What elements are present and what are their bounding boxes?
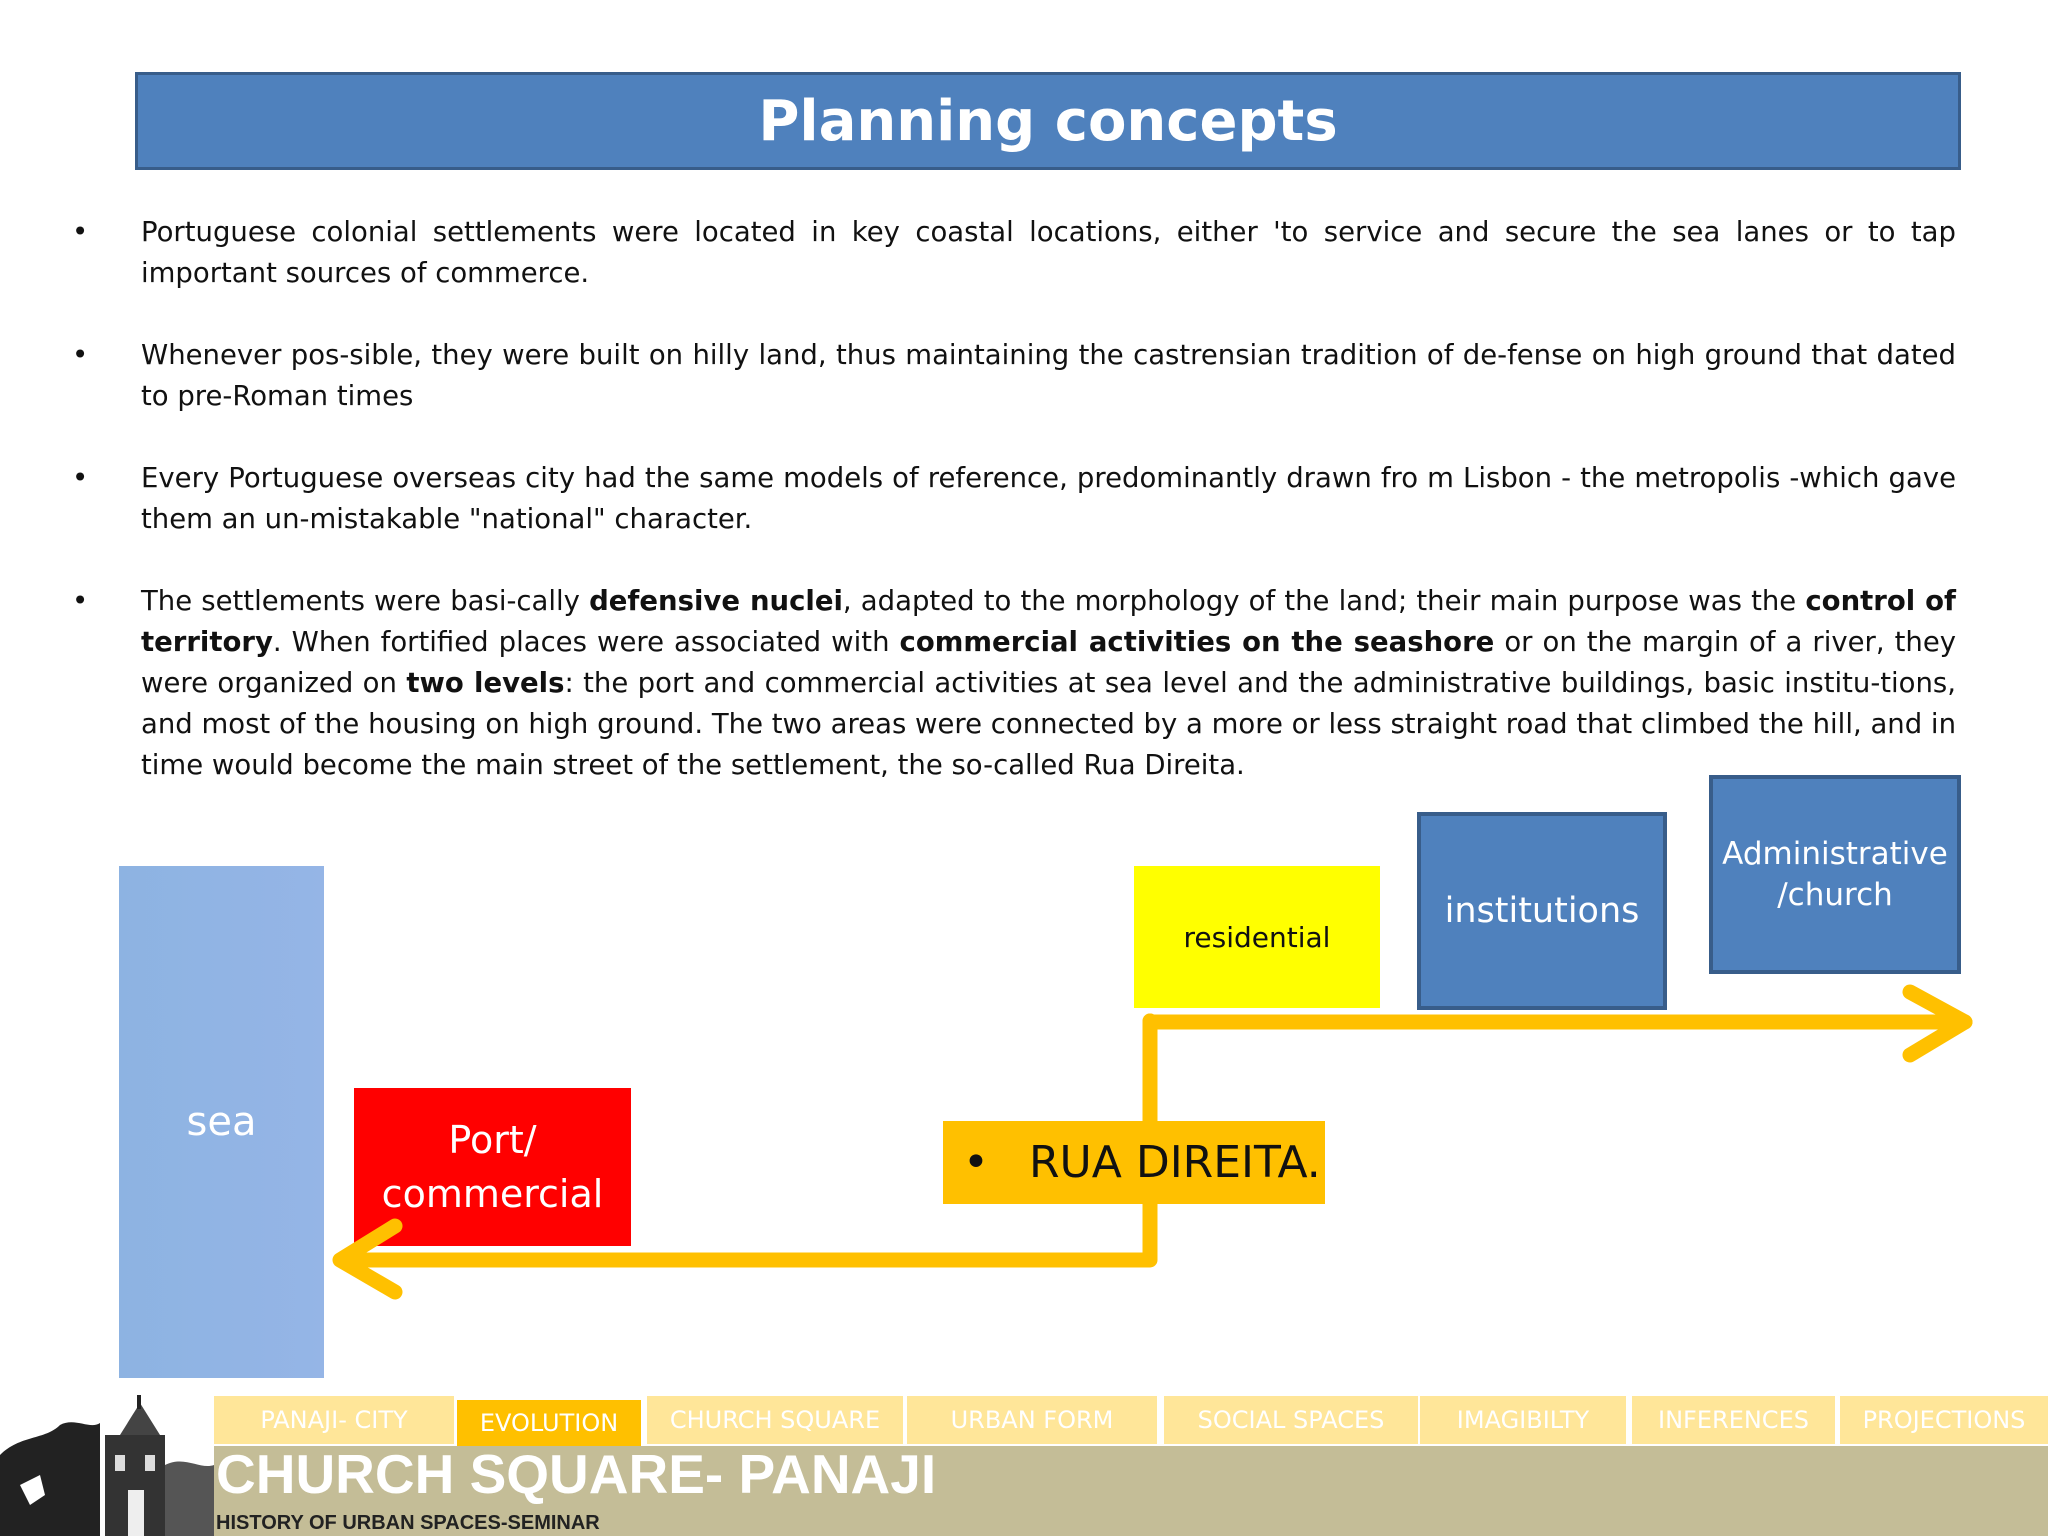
bold-run: control of territory <box>141 585 1957 658</box>
bullet-dot: • <box>72 216 89 248</box>
bold-run: two levels <box>406 667 565 699</box>
bullet-dot: • <box>72 585 89 617</box>
nav-tab-inferences[interactable]: INFERENCES <box>1632 1396 1835 1444</box>
admin-label <box>1722 834 1948 916</box>
administrative-church-box <box>1709 775 1961 974</box>
nav-tab-evolution[interactable]: EVOLUTION <box>457 1400 641 1446</box>
residential-box <box>1134 866 1380 1008</box>
nav-tab-church-square[interactable]: CHURCH SQUARE <box>647 1396 903 1444</box>
bullet-dot: • <box>72 339 89 371</box>
nav-tab-urban-form[interactable]: URBAN FORM <box>907 1396 1157 1444</box>
road-path-up <box>1150 1021 1965 1022</box>
port-label-line2: commercial <box>381 1172 604 1216</box>
rua-direita-label-box <box>943 1121 1325 1204</box>
nav-tab-projections[interactable]: PROJECTIONS <box>1840 1396 2048 1444</box>
slide-title: Planning concepts <box>758 88 1338 154</box>
residential-label: residential <box>1183 920 1331 954</box>
nav-tab-imagibilty[interactable]: IMAGIBILTY <box>1420 1396 1626 1444</box>
bullet-text: Portuguese colonial settlements were located in key coastal locations, either 'to service and secure the sea lanes or to tap important sources of commerce. <box>141 216 1956 289</box>
bullet-text: Every Portuguese overseas city had the same models of reference, predominantly drawn fro m Lisbon - the metropolis -which gave them an un-mistakable "national" character. <box>141 462 1956 535</box>
rua-direita-label: RUA DIREITA. <box>1028 1137 1321 1188</box>
text-run: . When fortified places were associated with <box>272 626 900 658</box>
nav-tab-social-spaces[interactable]: SOCIAL SPACES <box>1164 1396 1418 1444</box>
port-label-line1: Port/ <box>448 1118 537 1162</box>
church-logo-icon <box>0 1395 214 1536</box>
institutions-box <box>1417 812 1667 1010</box>
footer-title: CHURCH SQUARE- PANAJI <box>216 1443 937 1505</box>
bullet-dot: • <box>72 462 89 494</box>
admin-label-line2: /church <box>1777 876 1893 913</box>
institutions-label: institutions <box>1444 891 1640 931</box>
footer-subtitle: HISTORY OF URBAN SPACES-SEMINAR <box>216 1512 600 1534</box>
nav-tab-panaji-city[interactable]: PANAJI- CITY <box>214 1396 454 1444</box>
bold-run: commercial activities on the seashore <box>899 626 1495 658</box>
admin-label-line1: Administrative <box>1722 835 1948 872</box>
bullet-dot: • <box>963 1137 989 1188</box>
sea-label: sea <box>186 1099 257 1145</box>
bold-run: defensive nuclei <box>589 585 843 617</box>
bullet-text: Whenever pos-sible, they were built on hilly land, thus maintaining the castrensian tradition of de-fense on high ground that dated to pre-Roman times <box>141 339 1956 412</box>
text-run: or on the margin of a river, they were organized on <box>141 626 1957 699</box>
text-run: : the port and commercial activities at sea level and the administrative buildings, basic institu-tions, and most of the housing on high ground. The two areas were connected by a more or less straight road that climbed the hill, and in time would become the main street of the settlement, the so-called Rua Direita. <box>141 667 1956 781</box>
text-run: , adapted to the morphology of the land; their main purpose was the <box>842 585 1806 617</box>
text-run: The settlements were basi-cally <box>141 585 590 617</box>
